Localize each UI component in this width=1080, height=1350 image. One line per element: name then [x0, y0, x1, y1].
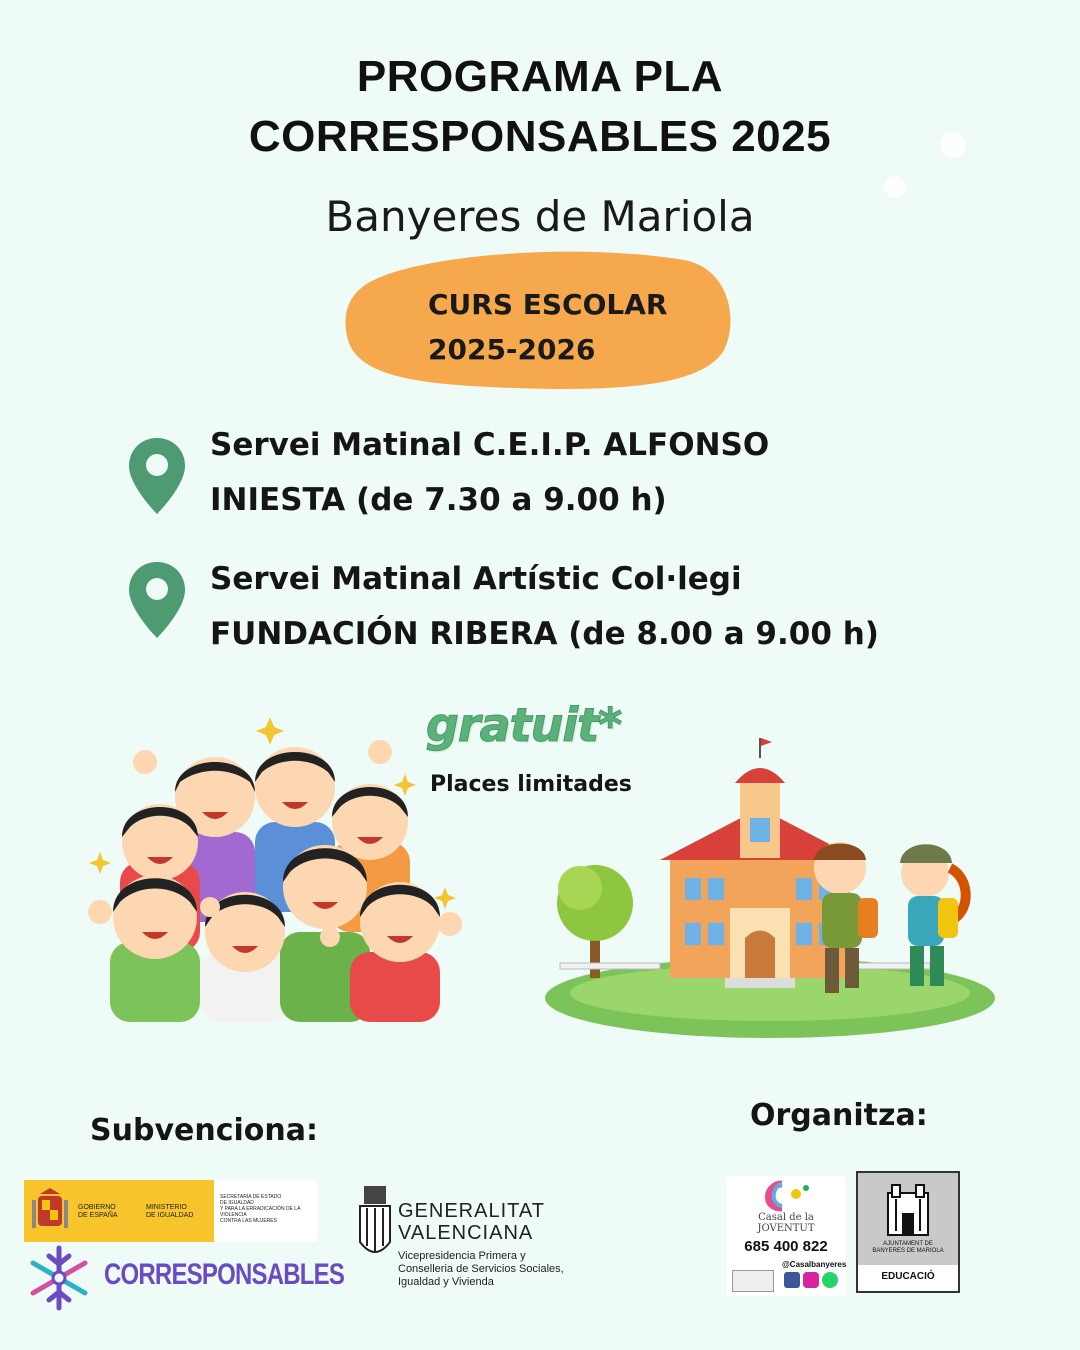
service-line: Servei Matinal C.E.I.P. ALFONSO: [210, 427, 770, 463]
course-line1: CURS ESCOLAR: [428, 288, 668, 321]
min-line: MINISTERIO: [146, 1204, 187, 1211]
ajuntament-logo: [856, 1171, 960, 1293]
instagram-icon: [803, 1272, 819, 1288]
generalitat-sub: Conselleria de Servicios Sociales,: [398, 1263, 564, 1275]
location-pin-icon: [126, 436, 188, 516]
spain-coat-of-arms-icon: [30, 1186, 70, 1236]
facebook-icon: [784, 1272, 800, 1288]
min-line: DE IGUALDAD: [146, 1212, 194, 1219]
organitza-label: Organitza:: [750, 1098, 928, 1133]
limited-places-label: Places limitades: [430, 772, 632, 797]
course-label: [428, 282, 667, 372]
page-title-line1: PROGRAMA PLA: [356, 52, 724, 101]
casal-c-logo-icon: [756, 1180, 816, 1212]
service-line: INIESTA (de 7.30 a 9.00 h): [210, 482, 667, 518]
location-subtitle: Banyeres de Mariola: [325, 192, 755, 241]
corresponsables-snowflake-icon: [24, 1243, 94, 1313]
sec-line: DE IGUALDAD: [220, 1200, 254, 1206]
generalitat-sub: Vicepresidencia Primera y: [398, 1250, 526, 1262]
ministry-logo: [24, 1180, 318, 1242]
ajuntament-line: BANYERES DE MARIOLA: [872, 1248, 944, 1254]
gov-line: DE ESPAÑA: [78, 1212, 118, 1219]
generalitat-department: [398, 1250, 564, 1289]
service-item-iniesta: [210, 418, 769, 528]
education-label: EDUCACIÓ: [881, 1271, 935, 1282]
service-line: FUNDACIÓN RIBERA (de 8.00 a 9.00 h): [210, 616, 879, 652]
children-group-illustration: [80, 712, 470, 1022]
page-title-line2: CORRESPONSABLES 2025: [248, 112, 832, 161]
badge-icon: [732, 1270, 774, 1292]
generalitat-line: VALENCIANA: [398, 1222, 534, 1244]
ajuntament-line: AJUNTAMENT DE: [883, 1241, 933, 1247]
sec-line: CONTRA LAS MUJERES: [220, 1218, 277, 1224]
generalitat-line: GENERALITAT: [398, 1200, 545, 1222]
casal-line: JOVENTUT: [757, 1223, 815, 1234]
casal-handle: @Casalbanyeres: [782, 1260, 847, 1269]
casal-joventut-logo: [726, 1176, 846, 1296]
free-label: gratuit*: [426, 698, 622, 752]
generalitat-sub: Igualdad y Vivienda: [398, 1276, 494, 1288]
service-line: Servei Matinal Artístic Col·legi: [210, 561, 742, 597]
generalitat-shield-icon: [358, 1186, 392, 1262]
corresponsables-wordmark: CORRESPONSABLES: [104, 1258, 345, 1291]
location-pin-icon: [126, 560, 188, 640]
subvenciona-label: Subvenciona:: [90, 1113, 318, 1148]
course-line2: 2025-2026: [428, 333, 596, 366]
castle-crest-icon: [882, 1183, 934, 1239]
whatsapp-icon: [822, 1272, 838, 1288]
service-item-ribera: [210, 552, 879, 662]
generalitat-name: [398, 1200, 545, 1244]
casal-phone: 685 400 822: [744, 1238, 828, 1255]
casal-line: Casal de la: [758, 1212, 814, 1223]
school-illustration: [540, 738, 1000, 1038]
gov-line: GOBIERNO: [78, 1204, 116, 1211]
sec-line: SECRETARÍA DE ESTADO: [220, 1194, 282, 1200]
sec-line: Y PARA LA ERRADICACIÓN DE LA VIOLENCIA: [220, 1206, 301, 1218]
